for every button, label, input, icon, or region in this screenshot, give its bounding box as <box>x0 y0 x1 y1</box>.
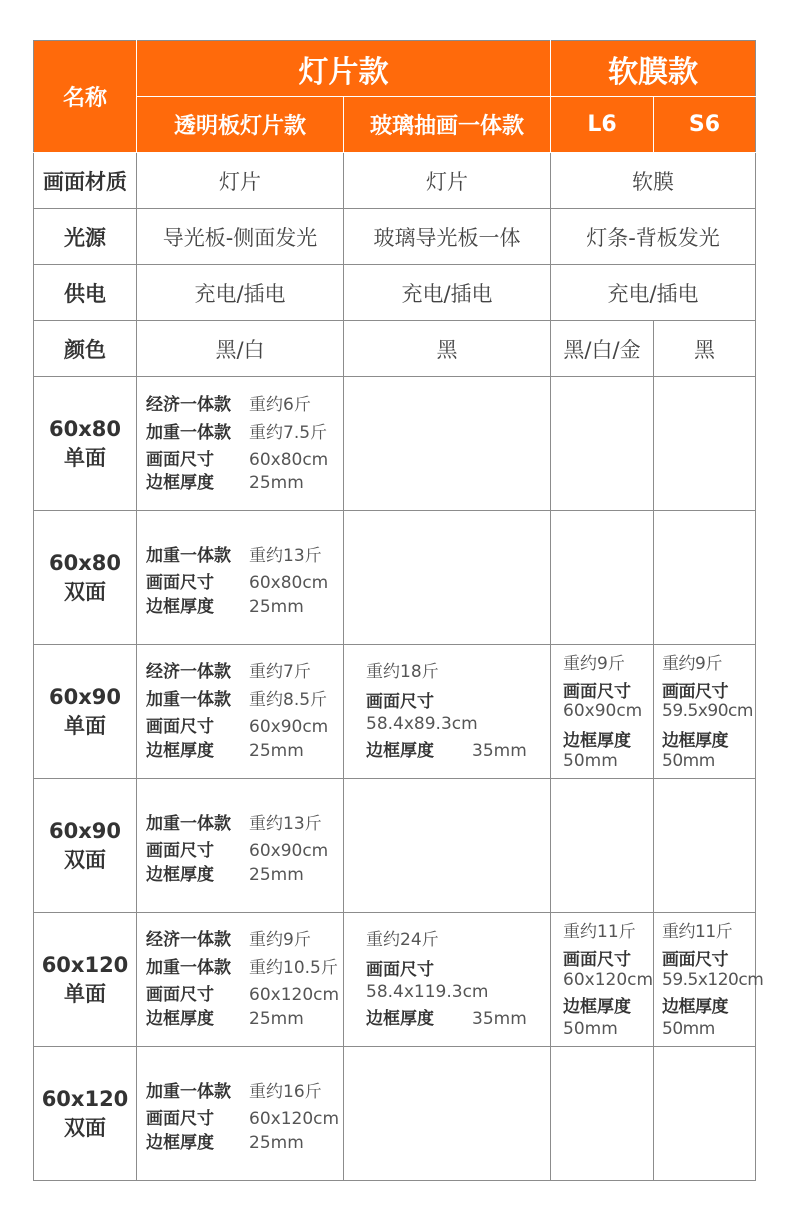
size-label: 60x120 双面 <box>34 1047 137 1181</box>
spec-row: 60x80 双面 加重一体款 重约13斤 画面尺寸 60x80cm 边框厚度 25mm <box>34 511 756 645</box>
spec-table <box>33 40 764 1181</box>
cell-value: 黑/白/金 <box>551 321 654 377</box>
spec-row: 60x80 单面 经济一体款 重约6斤 加重一体款 重约7.5斤 画面尺寸 60x80cm 边框厚度 25mm <box>34 377 756 511</box>
cell-value: 黑 <box>344 321 551 377</box>
cell-value: 黑 <box>654 321 756 377</box>
header-col-glass: 玻璃抽画一体款 <box>344 97 551 153</box>
cell-value: 灯片 <box>344 153 551 209</box>
row-light-source <box>34 209 756 265</box>
spec-row: 60x90 双面 加重一体款 重约13斤 画面尺寸 60x90cm 边框厚度 25mm <box>34 779 756 913</box>
row-label: 光源 <box>34 209 137 265</box>
header-col-s6: S6 <box>654 97 756 153</box>
row-color <box>34 321 756 377</box>
cell-value: 玻璃导光板一体 <box>344 209 551 265</box>
spec-row: 60x120 双面 加重一体款 重约16斤 画面尺寸 60x120cm 边框厚度 25mm <box>34 1047 756 1181</box>
row-label: 颜色 <box>34 321 137 377</box>
header-group-soft: 软膜款 <box>551 41 756 97</box>
cell-value: 黑/白 <box>137 321 344 377</box>
row-power <box>34 265 756 321</box>
header-group-light: 灯片款 <box>137 41 551 97</box>
cell-value: 灯片 <box>137 153 344 209</box>
size-label: 60x90 单面 <box>34 645 137 779</box>
row-label: 供电 <box>34 265 137 321</box>
size-label: 60x80 单面 <box>34 377 137 511</box>
size-label: 60x90 双面 <box>34 779 137 913</box>
size-label: 60x80 双面 <box>34 511 137 645</box>
header-col-transparent: 透明板灯片款 <box>137 97 344 153</box>
cell-value: 导光板-侧面发光 <box>137 209 344 265</box>
spec-row: 60x120 单面 经济一体款 重约9斤 加重一体款 重约10.5斤 画面尺寸 60x120cm 边框厚度 25mm 重约24斤 画面尺寸 58.4x119.3cm 边框厚度 35mm 重约11斤 画面尺寸 60x120cm 边框厚度 50mm 重约11斤 画面尺寸 59.5x120cm 边框厚度 50mm <box>34 913 756 1047</box>
header-col-l6: L6 <box>551 97 654 153</box>
cell-value: 充电/插电 <box>137 265 344 321</box>
cell-value: 灯条-背板发光 <box>551 209 756 265</box>
row-label: 画面材质 <box>34 153 137 209</box>
row-material <box>34 153 756 209</box>
cell-value: 充电/插电 <box>344 265 551 321</box>
spec-row: 60x90 单面 经济一体款 重约7斤 加重一体款 重约8.5斤 画面尺寸 60x90cm 边框厚度 25mm 重约18斤 画面尺寸 58.4x89.3cm 边框厚度 35mm 重约9斤 画面尺寸 60x90cm 边框厚度 50mm 重约9斤 画面尺寸 59.5x90cm 边框厚度 50mm <box>34 645 756 779</box>
cell-value: 充电/插电 <box>551 265 756 321</box>
header-name: 名称 <box>34 41 137 153</box>
cell-value: 软膜 <box>551 153 756 209</box>
size-label: 60x120 单面 <box>34 913 137 1047</box>
